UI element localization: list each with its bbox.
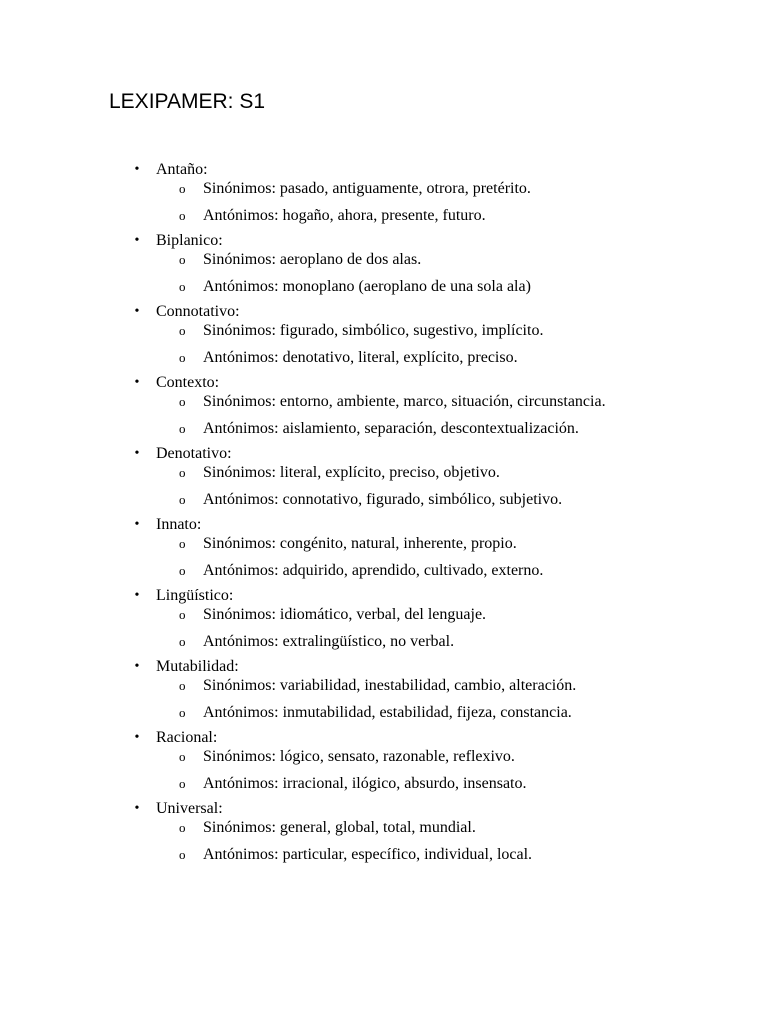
synonyms-line bbox=[156, 818, 606, 837]
term-details bbox=[156, 250, 606, 296]
term-item bbox=[134, 586, 606, 651]
term-details bbox=[156, 676, 606, 722]
term-item bbox=[134, 373, 606, 438]
bullet-icon: • bbox=[134, 588, 140, 603]
antonyms-line-text: Antónimos: irracional, ilógico, absurdo, insensato. bbox=[203, 775, 527, 792]
term-details bbox=[156, 747, 606, 793]
term-name: Antaño: bbox=[156, 161, 208, 178]
synonyms-line-text: Sinónimos: congénito, natural, inherente, propio. bbox=[203, 535, 517, 552]
antonyms-line-text: Antónimos: denotativo, literal, explícito, preciso. bbox=[203, 349, 518, 366]
term-item bbox=[134, 160, 606, 225]
synonyms-line-text: Sinónimos: literal, explícito, preciso, objetivo. bbox=[203, 464, 500, 481]
antonyms-line-text: Antónimos: extralingüístico, no verbal. bbox=[203, 633, 455, 650]
sub-bullet-icon: o bbox=[179, 350, 186, 365]
sub-bullet-icon: o bbox=[179, 208, 186, 223]
term-details bbox=[156, 179, 606, 225]
term-details bbox=[156, 818, 606, 864]
sub-bullet-icon: o bbox=[179, 394, 186, 409]
term-item bbox=[134, 302, 606, 367]
sub-bullet-icon: o bbox=[179, 181, 186, 196]
document-title: LEXIPAMER: S1 bbox=[109, 90, 266, 113]
antonyms-line bbox=[156, 561, 606, 580]
term-name: Biplanico: bbox=[156, 232, 223, 249]
sub-bullet-icon: o bbox=[179, 323, 186, 338]
antonyms-line bbox=[156, 632, 606, 651]
synonyms-line bbox=[156, 392, 606, 411]
synonyms-line-text: Sinónimos: pasado, antiguamente, otrora, pretérito. bbox=[203, 180, 531, 197]
synonyms-line bbox=[156, 463, 606, 482]
sub-bullet-icon: o bbox=[179, 776, 186, 791]
synonyms-line-text: Sinónimos: entorno, ambiente, marco, situación, circunstancia. bbox=[203, 393, 606, 410]
sub-bullet-icon: o bbox=[179, 634, 186, 649]
antonyms-line bbox=[156, 845, 606, 864]
antonyms-line bbox=[156, 277, 606, 296]
bullet-icon: • bbox=[134, 375, 140, 390]
antonyms-line-text: Antónimos: aislamiento, separación, descontextualización. bbox=[203, 420, 579, 437]
synonyms-line bbox=[156, 179, 606, 198]
term-details bbox=[156, 605, 606, 651]
term-name: Connotativo: bbox=[156, 303, 240, 320]
sub-bullet-icon: o bbox=[179, 749, 186, 764]
synonyms-line-text: Sinónimos: aeroplano de dos alas. bbox=[203, 251, 422, 268]
sub-bullet-icon: o bbox=[179, 465, 186, 480]
synonyms-line bbox=[156, 534, 606, 553]
term-name: Racional: bbox=[156, 729, 218, 746]
synonyms-line-text: Sinónimos: general, global, total, mundial. bbox=[203, 819, 476, 836]
term-item bbox=[134, 799, 606, 864]
term-name: Mutabilidad: bbox=[156, 658, 239, 675]
bullet-icon: • bbox=[134, 446, 140, 461]
antonyms-line-text: Antónimos: connotativo, figurado, simbólico, subjetivo. bbox=[203, 491, 563, 508]
term-name: Universal: bbox=[156, 800, 223, 817]
sub-bullet-icon: o bbox=[179, 705, 186, 720]
sub-bullet-icon: o bbox=[179, 563, 186, 578]
term-item bbox=[134, 515, 606, 580]
antonyms-line bbox=[156, 348, 606, 367]
synonyms-line-text: Sinónimos: idiomático, verbal, del lenguaje. bbox=[203, 606, 487, 623]
antonyms-line bbox=[156, 419, 606, 438]
synonyms-line bbox=[156, 605, 606, 624]
synonyms-line bbox=[156, 250, 606, 269]
term-details bbox=[156, 392, 606, 438]
antonyms-line-text: Antónimos: hogaño, ahora, presente, futuro. bbox=[203, 207, 486, 224]
bullet-icon: • bbox=[134, 162, 140, 177]
synonyms-line bbox=[156, 321, 606, 340]
antonyms-line bbox=[156, 703, 606, 722]
antonyms-line-text: Antónimos: particular, específico, individual, local. bbox=[203, 846, 533, 863]
sub-bullet-icon: o bbox=[179, 820, 186, 835]
term-details bbox=[156, 463, 606, 509]
term-item bbox=[134, 728, 606, 793]
antonyms-line-text: Antónimos: monoplano (aeroplano de una sola ala) bbox=[203, 278, 531, 295]
synonyms-line-text: Sinónimos: variabilidad, inestabilidad, cambio, alteración. bbox=[203, 677, 577, 694]
antonyms-line bbox=[156, 490, 606, 509]
sub-bullet-icon: o bbox=[179, 421, 186, 436]
term-name: Denotativo: bbox=[156, 445, 232, 462]
sub-bullet-icon: o bbox=[179, 252, 186, 267]
bullet-icon: • bbox=[134, 730, 140, 745]
bullet-icon: • bbox=[134, 304, 140, 319]
sub-bullet-icon: o bbox=[179, 678, 186, 693]
sub-bullet-icon: o bbox=[179, 492, 186, 507]
term-name: Innato: bbox=[156, 516, 202, 533]
term-name: Lingüístico: bbox=[156, 587, 234, 604]
term-item bbox=[134, 444, 606, 509]
sub-bullet-icon: o bbox=[179, 847, 186, 862]
term-name: Contexto: bbox=[156, 374, 220, 391]
bullet-icon: • bbox=[134, 233, 140, 248]
term-details bbox=[156, 321, 606, 367]
bullet-icon: • bbox=[134, 517, 140, 532]
term-details bbox=[156, 534, 606, 580]
term-list bbox=[134, 160, 606, 870]
sub-bullet-icon: o bbox=[179, 279, 186, 294]
term-item bbox=[134, 657, 606, 722]
bullet-icon: • bbox=[134, 659, 140, 674]
antonyms-line bbox=[156, 206, 606, 225]
synonyms-line bbox=[156, 676, 606, 695]
antonyms-line bbox=[156, 774, 606, 793]
synonyms-line-text: Sinónimos: lógico, sensato, razonable, reflexivo. bbox=[203, 748, 515, 765]
bullet-icon: • bbox=[134, 801, 140, 816]
sub-bullet-icon: o bbox=[179, 607, 186, 622]
term-item bbox=[134, 231, 606, 296]
antonyms-line-text: Antónimos: adquirido, aprendido, cultivado, externo. bbox=[203, 562, 544, 579]
antonyms-line-text: Antónimos: inmutabilidad, estabilidad, fijeza, constancia. bbox=[203, 704, 572, 721]
synonyms-line bbox=[156, 747, 606, 766]
synonyms-line-text: Sinónimos: figurado, simbólico, sugestivo, implícito. bbox=[203, 322, 544, 339]
sub-bullet-icon: o bbox=[179, 536, 186, 551]
